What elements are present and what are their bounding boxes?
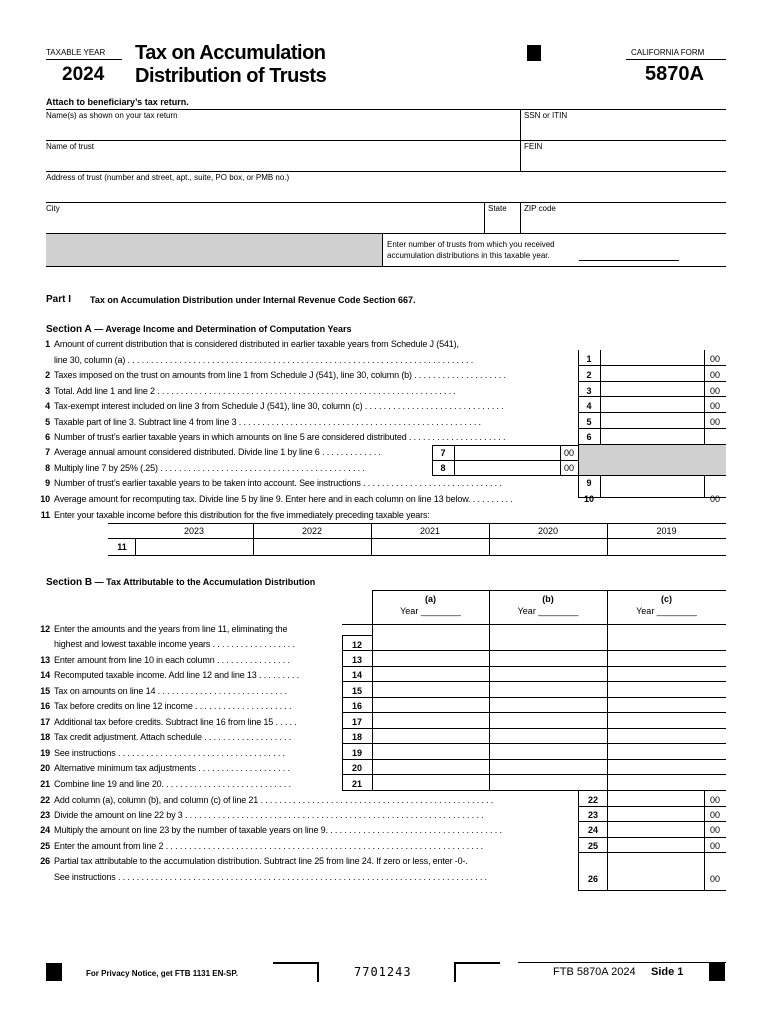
box-num-25: 25: [587, 841, 598, 851]
line-1-amount[interactable]: [602, 352, 702, 364]
form-id-footer: FTB 5870A 2024: [553, 966, 636, 978]
box-num-15: 15: [351, 686, 362, 696]
shaded-area: [46, 234, 382, 266]
line-1-cont: line 30, column (a) . . . . . . . . . . . . . . . . . . . . . . . . . . . . . . . . . . . . . . . . . . . . . . . . . . . . . . . . . . . . . . . . . . . . . . . . . .: [54, 355, 474, 365]
line-12-cont: highest and lowest taxable income years . . . . . . . . . . . . . . . . . .: [54, 639, 295, 649]
line-20-text: 20 Alternative minimum tax adjustments . . . . . . . . . . . . . . . . . . . .: [40, 763, 290, 773]
ssn-field-label: SSN or ITIN: [524, 111, 568, 120]
taxable-year-label: TAXABLE YEAR: [46, 48, 106, 57]
address-input[interactable]: [46, 183, 724, 199]
line-3-amount[interactable]: [602, 383, 702, 395]
line-2-cents: 00: [709, 370, 720, 380]
col-b-header: (b): [542, 594, 554, 604]
corner-bracket-left: [273, 962, 319, 982]
line-17-text: 17 Additional tax before credits. Subtract line 16 from line 15 . . . . .: [40, 717, 297, 727]
section-a-title: Section A — Average Income and Determination of Computation Years: [46, 324, 352, 335]
box-num-11: 11: [117, 542, 127, 552]
side-label: Side 1: [651, 966, 684, 978]
col-a-header: (a): [425, 594, 436, 604]
city-input[interactable]: [46, 214, 482, 230]
year-col-2019: 2019: [656, 526, 677, 536]
line-19-text: 19 See instructions . . . . . . . . . . . . . . . . . . . . . . . . . . . . . . . . . . . .: [40, 748, 285, 758]
box-num-14: 14: [351, 670, 362, 680]
line-26-text: 26 Partial tax attributable to the accumulation distribution. Subtract line 25 from line 24. If zero or less, enter -0-.: [40, 856, 468, 866]
state-label: State: [488, 204, 507, 213]
year-col-2020: 2020: [537, 526, 559, 536]
registration-mark: [527, 45, 541, 61]
line-25-amount[interactable]: [609, 839, 702, 851]
box-num-16: 16: [351, 701, 362, 711]
line-1-text: 1 Amount of current distribution that is considered distributed in earlier taxable years from Schedule J (541),: [45, 339, 459, 349]
line-3-cents: 00: [709, 386, 720, 396]
line-10-amount[interactable]: [602, 490, 702, 502]
shaded-line-7-8: [579, 445, 726, 475]
names-input[interactable]: [46, 121, 520, 137]
line-12-text: 12 Enter the amounts and the years from line 11, eliminating the: [40, 624, 288, 634]
line-25-cents: 00: [709, 841, 720, 851]
num-trusts-label-line2: accumulation distributions in this taxable year.: [387, 251, 550, 260]
box-num-5: 5: [586, 417, 592, 427]
line-11-2019[interactable]: [609, 540, 724, 553]
address-label: Address of trust (number and street, apt., suite, PO box, or PMB no.): [46, 173, 290, 182]
box-num-2: 2: [586, 370, 592, 380]
corner-bracket-right: [454, 962, 500, 982]
box-num-10: 10: [583, 494, 594, 504]
line-12-col-b[interactable]: [491, 637, 605, 649]
line-4-text: 4 Tax-exempt interest included on line 3 from Schedule J (541), line 30, column (c) . . . . . . . . . . . . . . . . . . . . . . . . . . . . . .: [45, 401, 504, 411]
line-2-text: 2 Taxes imposed on the trust on amounts from line 1 from Schedule J (541), line 30, column (b) . . . . . . . . . . . . . . . . . . . .: [45, 370, 506, 380]
col-c-header: (c): [661, 594, 672, 604]
line-25-text: 25 Enter the amount from line 2 . . . . . . . . . . . . . . . . . . . . . . . . . . . . . . . . . . . . . . . . . . . . . . . . . . . . . . . . . . . . . . . . . . . .: [40, 841, 484, 851]
box-num-13: 13: [351, 655, 362, 665]
year-col-2021: 2021: [419, 526, 441, 536]
box-num-23: 23: [587, 810, 598, 820]
line-6-text: 6 Number of trust’s earlier taxable years in which amounts on line 5 are considered distributed . . . . . . . . . . . . . . . . . . . . .: [45, 432, 506, 442]
line-10-cents: 00: [709, 494, 720, 504]
box-num-12: 12: [351, 640, 362, 650]
part1-title: Tax on Accumulation Distribution under Internal Revenue Code Section 667.: [90, 295, 416, 305]
box-num-6: 6: [586, 432, 592, 442]
line-7-text: 7 Average annual amount considered distributed. Divide line 1 by line 6 . . . . . . . . . . . . .: [45, 447, 381, 457]
form-number: 5870A: [645, 63, 704, 85]
line-23-text: 23 Divide the amount on line 22 by 3 . . . . . . . . . . . . . . . . . . . . . . . . . . . . . . . . . . . . . . . . . . . . . . . . . . . . . . . . . . . . . . . .: [40, 810, 484, 820]
num-trusts-input[interactable]: [579, 248, 679, 261]
line-4-amount[interactable]: [602, 398, 702, 410]
names-field-label: Name(s) as shown on your tax return: [46, 111, 178, 120]
line-23-amount[interactable]: [609, 808, 702, 820]
box-num-21: 21: [351, 779, 362, 789]
box-num-17: 17: [351, 717, 362, 727]
line-18-text: 18 Tax credit adjustment. Attach schedule . . . . . . . . . . . . . . . . . . .: [40, 732, 292, 742]
fein-label: FEIN: [524, 142, 543, 151]
line-24-text: 24 Multiply the amount on line 23 by the number of taxable years on line 9. . . . . . . . . . . . . . . . . . . . . . . . . . . . . . . . . . . . . .: [40, 825, 502, 835]
line-7-cents: 00: [563, 448, 574, 458]
line-5-cents: 00: [709, 417, 720, 427]
box-num-19: 19: [351, 748, 362, 758]
zip-input[interactable]: [524, 214, 724, 230]
line-11-text: 11 Enter your taxable income before this distribution for the five immediately preceding taxable years:: [40, 510, 430, 520]
barcode-number: 7701243: [354, 965, 412, 979]
line-2-amount[interactable]: [602, 367, 702, 379]
trust-name-input[interactable]: [46, 152, 520, 168]
box-num-20: 20: [351, 763, 362, 773]
line-8-cents: 00: [563, 463, 574, 473]
line-8-text: 8 Multiply line 7 by 25% (.25) . . . . . . . . . . . . . . . . . . . . . . . . . . . . . . . . . . . . . . . . . . . .: [45, 463, 365, 473]
ssn-input[interactable]: [524, 121, 724, 137]
attach-note: Attach to beneficiary’s tax return.: [46, 97, 189, 107]
state-input[interactable]: [488, 214, 518, 230]
year-col-2022: 2022: [301, 526, 323, 536]
col-b-year: Year ________: [517, 606, 579, 616]
zip-label: ZIP code: [524, 204, 556, 213]
section-b-title: Section B — Tax Attributable to the Accumulation Distribution: [46, 577, 316, 588]
line-4-cents: 00: [709, 401, 720, 411]
trust-name-label: Name of trust: [46, 142, 95, 151]
line-6-amount[interactable]: [602, 430, 724, 442]
registration-mark-bottom-left: [46, 963, 62, 981]
line-26-amount[interactable]: [609, 872, 702, 886]
line-13-text: 13 Enter amount from line 10 in each column . . . . . . . . . . . . . . . .: [40, 655, 290, 665]
line-8-amount[interactable]: [456, 462, 558, 474]
line-5-amount[interactable]: [602, 414, 702, 426]
line-7-amount[interactable]: [456, 447, 558, 459]
line-23-cents: 00: [709, 810, 720, 820]
part1-label: Part I: [46, 294, 72, 305]
box-num-4: 4: [586, 401, 592, 411]
line-11-2020[interactable]: [491, 540, 605, 553]
line-16-text: 16 Tax before credits on line 12 income . . . . . . . . . . . . . . . . . . . . .: [40, 701, 292, 711]
city-label: City: [46, 204, 60, 213]
fein-input[interactable]: [524, 152, 724, 168]
year-col-2023: 2023: [183, 526, 205, 536]
box-num-1: 1: [586, 354, 592, 364]
tax-year: 2024: [62, 64, 105, 85]
line-14-text: 14 Recomputed taxable income. Add line 12 and line 13 . . . . . . . . .: [40, 670, 299, 680]
col-a-year: Year ________: [400, 606, 461, 616]
line-22-amount[interactable]: [609, 792, 702, 804]
line-11-2021[interactable]: [373, 540, 487, 553]
california-form-label: CALIFORNIA FORM: [631, 48, 705, 57]
box-num-7: 7: [440, 448, 446, 458]
box-num-26: 26: [587, 874, 598, 884]
line-10-text: 10 Average amount for recomputing tax. Divide line 5 by line 9. Enter here and in each column on line 13 below. . . . . . . . . .: [40, 494, 513, 504]
box-num-8: 8: [440, 463, 446, 473]
line-12-col-a[interactable]: [374, 637, 487, 649]
box-num-3: 3: [586, 386, 592, 396]
line-21-text: 21 Combine line 19 and line 20. . . . . . . . . . . . . . . . . . . . . . . . . . . .: [40, 779, 291, 789]
line-1-cents: 00: [709, 354, 720, 364]
num-trusts-label-line1: Enter number of trusts from which you received: [387, 240, 555, 249]
line-9-amount[interactable]: [602, 477, 724, 489]
line-26-cents: 00: [709, 874, 720, 884]
line-26-cont: See instructions . . . . . . . . . . . . . . . . . . . . . . . . . . . . . . . . . . . . . . . . . . . . . . . . . . . . . . . . . . . . . . . . . . . . . . . . . . . . . . .: [54, 872, 488, 882]
line-9-text: 9 Number of trust’s earlier taxable years to be taken into account. See instructions . . . . . . . . . . . . . . . . . . . . . . . . . . . . . .: [45, 478, 502, 488]
line-5-text: 5 Taxable part of line 3. Subtract line 4 from line 3 . . . . . . . . . . . . . . . . . . . . . . . . . . . . . . . . . . . . . . . . . . . . . . . . . . . .: [45, 417, 481, 427]
line-11-2023[interactable]: [137, 540, 251, 553]
line-12-col-c[interactable]: [609, 637, 724, 649]
line-3-text: 3 Total. Add line 1 and line 2 . . . . . . . . . . . . . . . . . . . . . . . . . . . . . . . . . . . . . . . . . . . . . . . . . . . . . . . . . . . . . . . .: [45, 386, 456, 396]
line-11-2022[interactable]: [255, 540, 369, 553]
box-num-22: 22: [587, 795, 598, 805]
form-title-line1: Tax on Accumulation: [135, 42, 326, 64]
box-num-24: 24: [587, 825, 598, 835]
registration-mark-bottom-right: [709, 963, 725, 981]
privacy-notice: For Privacy Notice, get FTB 1131 EN-SP.: [86, 969, 238, 978]
box-num-9: 9: [586, 478, 592, 488]
form-title-line2: Distribution of Trusts: [135, 65, 327, 87]
box-num-18: 18: [351, 732, 362, 742]
col-c-year: Year ________: [636, 606, 697, 616]
line-22-cents: 00: [709, 795, 720, 805]
line-24-amount[interactable]: [609, 823, 702, 835]
line-24-cents: 00: [709, 825, 720, 835]
line-15-text: 15 Tax on amounts on line 14 . . . . . . . . . . . . . . . . . . . . . . . . . . . .: [40, 686, 287, 696]
line-22-text: 22 Add column (a), column (b), and column (c) of line 21 . . . . . . . . . . . . . . . . . . . . . . . . . . . . . . . . . . . . . . . . . . . . . . . . . .: [40, 795, 494, 805]
